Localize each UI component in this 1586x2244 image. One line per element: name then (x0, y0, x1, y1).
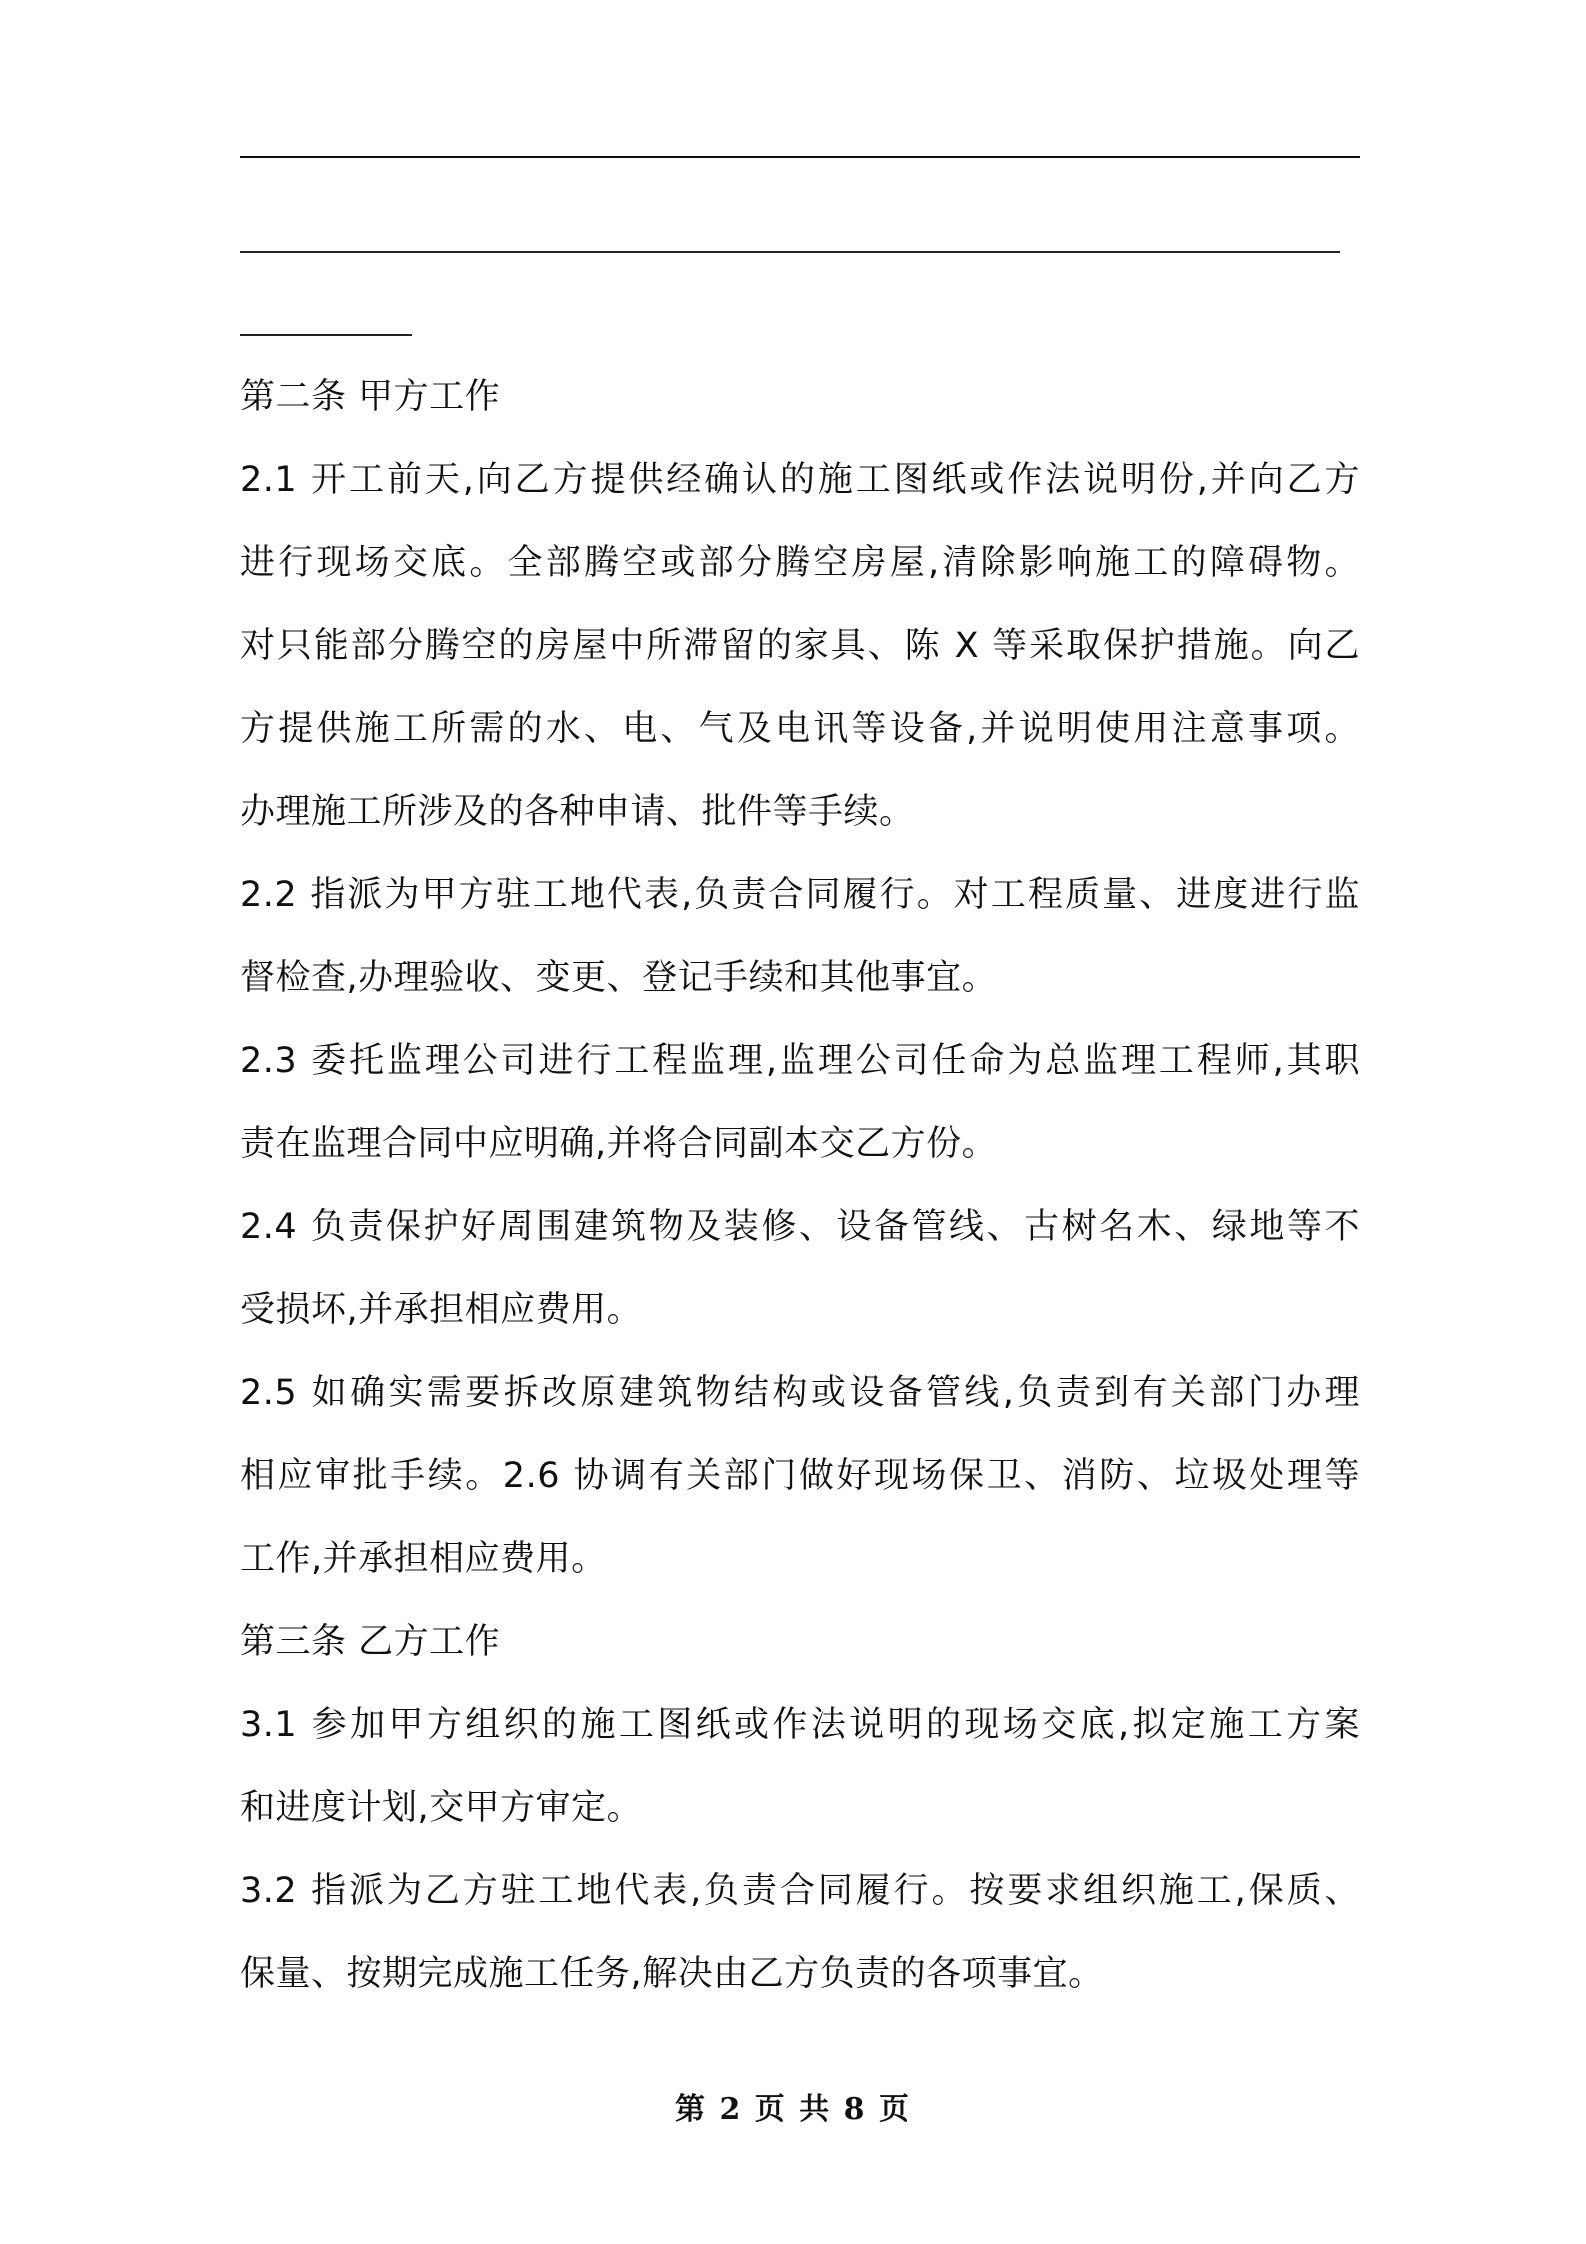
section-heading: 第二条 甲方工作 (240, 377, 501, 417)
top-rule-line (240, 156, 1360, 158)
page-number: 第 2 页 共 8 页 (675, 2092, 911, 2127)
paragraph-line: 受损坏,并承担相应费用。 (240, 1290, 643, 1330)
blank-fill-line (240, 334, 412, 336)
document-body (240, 356, 1360, 2016)
paragraph-line: 工作,并承担相应费用。 (240, 1539, 607, 1579)
paragraph-line: 方提供施工所需的水、电、气及电讯等设备,并说明使用注意事项。 (240, 709, 1360, 749)
paragraph-line: 督检查,办理验收、变更、登记手续和其他事宜。 (240, 958, 998, 998)
paragraph-line: 2.1 开工前天,向乙方提供经确认的施工图纸或作法说明份,并向乙方 (240, 460, 1360, 500)
paragraph-line: 3.2 指派为乙方驻工地代表,负责合同履行。按要求组织施工,保质、 (240, 1871, 1360, 1911)
paragraph-line: 办理施工所涉及的各种申请、批件等手续。 (240, 792, 915, 832)
paragraph-line: 责在监理合同中应明确,并将合同副本交乙方份。 (240, 1124, 998, 1164)
paragraph-line: 2.4 负责保护好周围建筑物及装修、设备管线、古树名木、绿地等不 (240, 1207, 1360, 1247)
paragraph-line: 进行现场交底。全部腾空或部分腾空房屋,清除影响施工的障碍物。 (240, 543, 1360, 583)
paragraph-line: 对只能部分腾空的房屋中所滞留的家具、陈 X 等采取保护措施。向乙 (240, 626, 1360, 666)
paragraph-line: 和进度计划,交甲方审定。 (240, 1788, 643, 1828)
section-heading: 第三条 乙方工作 (240, 1622, 501, 1662)
paragraph-line: 保量、按期完成施工任务,解决由乙方负责的各项事宜。 (240, 1954, 1104, 1994)
paragraph-line: 2.5 如确实需要拆改原建筑物结构或设备管线,负责到有关部门办理 (240, 1373, 1360, 1413)
paragraph-line: 3.1 参加甲方组织的施工图纸或作法说明的现场交底,拟定施工方案 (240, 1705, 1360, 1745)
paragraph-line: 2.2 指派为甲方驻工地代表,负责合同履行。对工程质量、进度进行监 (240, 875, 1360, 915)
blank-fill-line (240, 251, 1340, 253)
paragraph-line: 2.3 委托监理公司进行工程监理,监理公司任命为总监理工程师,其职 (240, 1041, 1360, 1081)
paragraph-line: 相应审批手续。2.6 协调有关部门做好现场保卫、消防、垃圾处理等 (240, 1456, 1360, 1496)
